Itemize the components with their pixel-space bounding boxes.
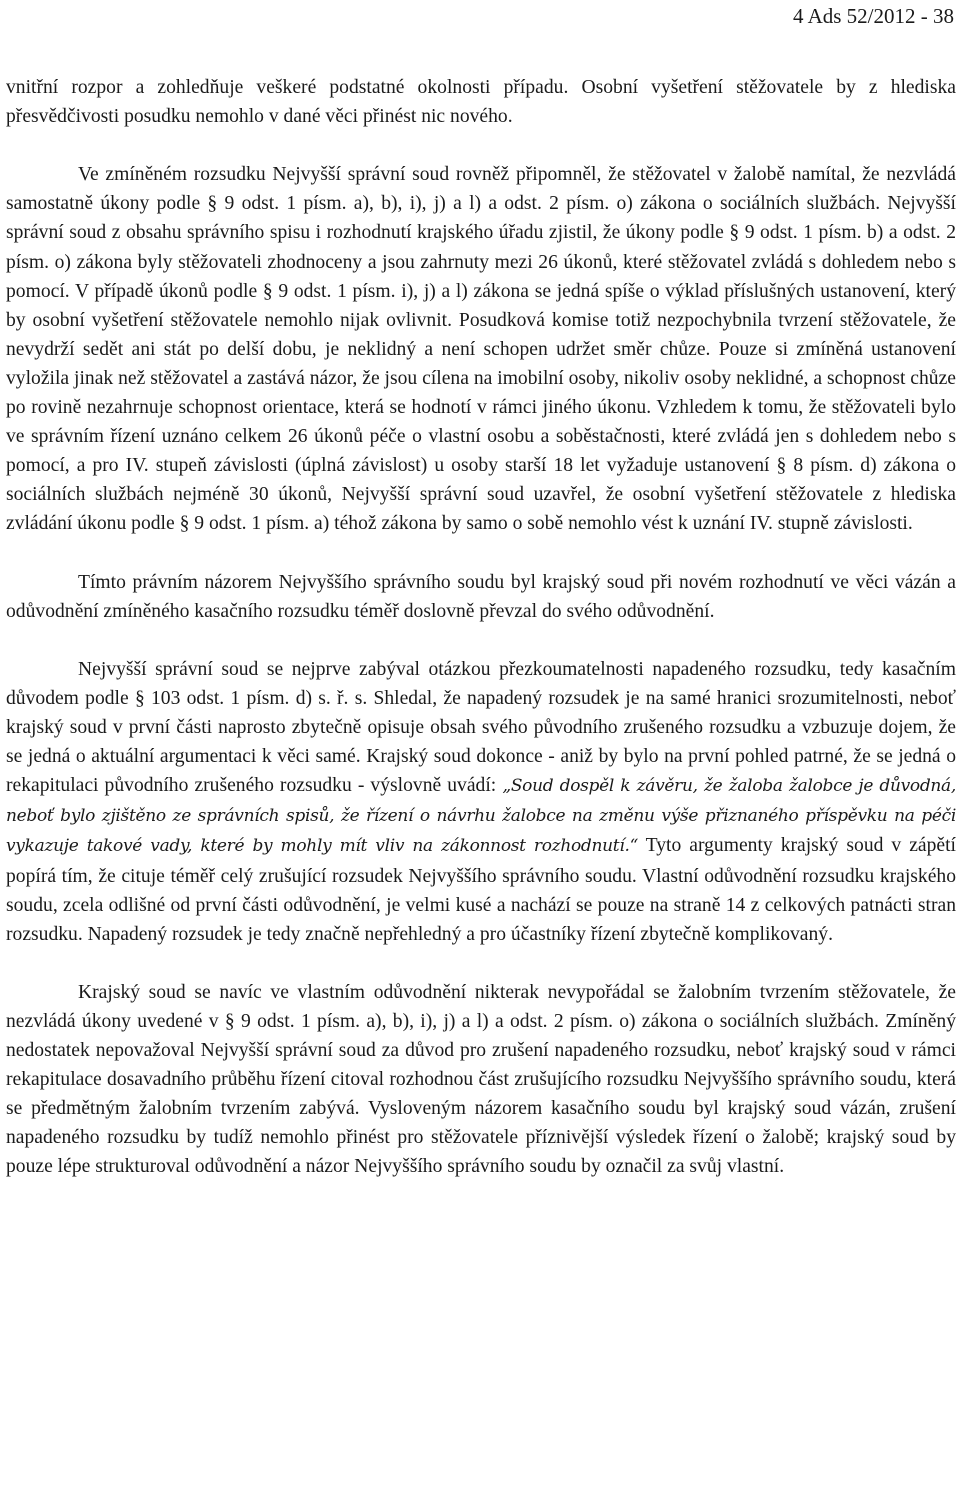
document-body — [6, 73, 956, 1182]
paragraph-binding-opinion: Tímto právním názorem Nejvyššího správního soudu byl krajský soud při novém rozhodnutí ve věci vázán a odůvodnění zmíněného kasačního rozsudku téměř doslovně převzal do svého odůvodnění. — [6, 571, 956, 622]
paragraph-spacer — [6, 949, 956, 978]
paragraph-spacer — [6, 539, 956, 568]
case-reference: 4 Ads 52/2012 - 38 — [792, 4, 954, 28]
paragraph-previous-judgment: Ve zmíněném rozsudku Nejvyšší správní soud rovněž připomněl, že stěžovatel v žalobě namítal, že nezvládá samostatně úkony podle § 9 odst. 1 písm. a), b), i), j) a l) a odst. 2 písm. o) zákona o sociálních službách. Nejvyšší správní soud z obsahu správního spisu i rozhodnutí krajského úřadu zjistil, že úkony podle § 9 odst. 1 písm. b) a odst. 2 písm. o) zákona byly stěžovateli zhodnoceny a jsou zahrnuty mezi 26 úkonů, které stěžovatel zvládá s dohledem nebo s pomocí. V případě úkonů podle § 9 odst. 1 písm. i), j) a l) zákona se jedná spíše o výklad příslušných ustanovení, který by osobní vyšetření stěžovatele nemohlo nijak ovlivnit. Posudková komise totiž nezpochybnila tvrzení stěžovatele, že nevydrží sedět ani stát po delší dobu, je neklidný a není schopen udržet směr chůze. Pouze si zmíněná ustanovení vyložila jinak než stěžovatel a zastává názor, že jsou cílena na imobilní osoby, nikoliv osoby neklidné, a schopnost chůze po rovině nezahrnuje schopnost orientace, která se hodnotí v rámci jiného úkonu. Vzhledem k tomu, že stěžovateli bylo ve správním řízení uznáno celkem 26 úkonů péče o vlastní osobu a soběstačnosti, které zvládá jen s dohledem nebo s pomocí, a pro IV. stupeň závislosti (úplná závislost) u osoby starší 18 let vyžaduje ustanovení § 8 písm. d) zákona o sociálních službách nejméně 30 úkonů, Nejvyšší správní soud uzavřel, že osobní vyšetření stěžovatele z hlediska zvládání úkonu podle § 9 odst. 1 písm. a) téhož zákona by samo o sobě nemohlo vést k uznání IV. stupně závislosti. — [6, 164, 956, 535]
reviewability-text-start: Nejvyšší správní soud se nejprve zabýval otázkou přezkoumatelnosti napadeného rozsudku, tedy kasačním důvodem podle § 103 odst. 1 písm. d) s. ř. s. Shledal, že napadený rozsudek je na samé hranici srozumitelnosti, neboť krajský soud v první části naprosto zbytečně opisuje obsah svého původního zrušeného rozsudku a vzbuzuje dojem, že se jedná o aktuální argumentaci k věci samé. Krajský soud dokonce - aniž by bylo na první pohled patrné, že se jedná o rekapitulaci původního zrušeného rozsudku - výslovně uvádí: — [6, 658, 956, 797]
paragraph-continuation: vnitřní rozpor a zohledňuje veškeré podstatné okolnosti případu. Osobní vyšetření stěžovatele by z hlediska přesvědčivosti posudku nemohlo v dané věci přinést nic nového. — [6, 77, 956, 128]
reviewability-text-end: Tyto argumenty krajský soud v zápětí popírá tím, že cituje téměř celý zrušující rozsudek Nejvyššího správního soudu. Vlastní odůvodnění rozsudku krajského soudu, zcela odlišné od první části odůvodnění, je velmi kusé a nachází se pouze na straně 14 z celkových patnácti stran rozsudku. Napadený rozsudek je tedy značně nepřehledný a pro účastníky řízení zbytečně komplikovaný. — [6, 835, 956, 945]
paragraph-reviewability — [6, 655, 956, 949]
paragraph-spacer — [6, 131, 956, 160]
quoted-judgment: „Soud dospěl k závěru, že žaloba žalobce je důvodná, neboť bylo zjištěno ze správních spisů, že řízení o návrhu žalobce na změnu výše přiznaného příspěvku na péči vykazuje takové vady, které by mohly mít vliv na zákonnost rozhodnutí.“ — [6, 776, 957, 857]
paragraph-spacer — [6, 626, 956, 655]
paragraph-deficiency: Krajský soud se navíc ve vlastním odůvodnění nikterak nevypořádal se žalobním tvrzením stěžovatele, že nezvládá úkony uvedené v § 9 odst. 1 písm. a), b), i), j) a l) a odst. 2 písm. o) zákona o sociálních službách. Zmíněný nedostatek nepovažoval Nejvyšší správní soud za důvod pro zrušení napadeného rozsudku, neboť krajský soud v rámci rekapitulace dosavadního průběhu řízení citoval rozhodnou část zrušujícího rozsudku Nejvyššího správního soudu, která se předmětným žalobním tvrzením zabývá. Vysloveným názorem kasačního soudu byl krajský soud vázán, zrušení napadeného rozsudku by tudíž nemohlo přinést pro stěžovatele příznivější výsledek řízení o žalobě; krajský soud by pouze lépe strukturoval odůvodnění a názor Nejvyššího správního soudu by označil za svůj vlastní. — [6, 981, 956, 1178]
